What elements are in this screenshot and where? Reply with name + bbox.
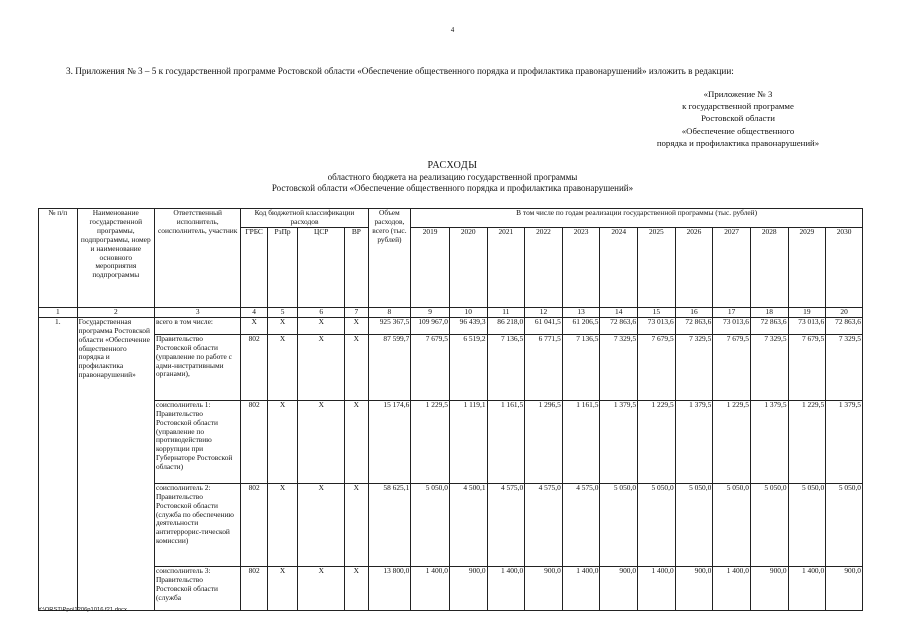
header-year: 2023 <box>562 227 600 307</box>
year-value-cell: 900,0 <box>675 566 713 610</box>
title-subtitle: областного бюджета на реализацию государственной программы <box>327 171 578 182</box>
column-number: 6 <box>298 307 345 317</box>
year-value-cell: 7 679,5 <box>411 334 450 400</box>
header-year: 2025 <box>638 227 676 307</box>
year-value-cell: 1 229,5 <box>411 400 450 483</box>
year-value-cell: 5 050,0 <box>713 483 751 566</box>
appendix-line: «Приложение № 3 <box>703 89 773 99</box>
header-volume: Объем расходов, всего (тыс. рублей) <box>368 209 411 308</box>
year-value-cell: 7 136,5 <box>487 334 525 400</box>
year-value-cell: 72 863,6 <box>750 317 788 334</box>
column-number: 13 <box>562 307 600 317</box>
year-value-cell: 4 575,0 <box>525 483 563 566</box>
year-value-cell: 1 161,5 <box>562 400 600 483</box>
column-number: 4 <box>241 307 267 317</box>
executor-cell: соисполнитель 3: Правительство Ростовской области (служба <box>154 566 240 610</box>
year-value-cell: 7 679,5 <box>788 334 826 400</box>
column-number: 14 <box>600 307 638 317</box>
year-value-cell: 5 050,0 <box>788 483 826 566</box>
column-number: 1 <box>39 307 78 317</box>
header-year: 2020 <box>449 227 487 307</box>
column-number: 12 <box>525 307 563 317</box>
vr-cell: X <box>345 400 368 483</box>
appendix-line: к государственной программе <box>682 101 794 112</box>
year-value-cell: 1 119,1 <box>449 400 487 483</box>
header-csr: ЦСР <box>298 227 345 307</box>
total-cell: 87 599,7 <box>368 334 411 400</box>
year-value-cell: 1 379,5 <box>675 400 713 483</box>
vr-cell: X <box>345 566 368 610</box>
year-value-cell: 1 161,5 <box>487 400 525 483</box>
year-value-cell: 900,0 <box>750 566 788 610</box>
csr-cell: X <box>298 334 345 400</box>
year-value-cell: 86 218,0 <box>487 317 525 334</box>
rzpr-cell: X <box>267 400 298 483</box>
header-name: Наименование государственной программы, подпрограммы, номер и наименование основного мероприятия подпрограммы <box>77 209 154 308</box>
year-value-cell: 96 439,3 <box>449 317 487 334</box>
year-value-cell: 72 863,6 <box>675 317 713 334</box>
table-row <box>39 566 863 610</box>
header-budget-code: Код бюджетной классификации расходов <box>241 209 368 228</box>
year-value-cell: 1 379,5 <box>750 400 788 483</box>
executor-cell: Правительство Ростовской области (управление по работе с адми-нистративными органами), <box>154 334 240 400</box>
year-value-cell: 61 206,5 <box>562 317 600 334</box>
year-value-cell: 5 050,0 <box>638 483 676 566</box>
year-value-cell: 7 329,5 <box>750 334 788 400</box>
column-number: 18 <box>750 307 788 317</box>
header-year: 2028 <box>750 227 788 307</box>
total-cell: 13 800,0 <box>368 566 411 610</box>
year-value-cell: 5 050,0 <box>826 483 863 566</box>
year-value-cell: 7 679,5 <box>638 334 676 400</box>
year-value-cell: 1 400,0 <box>562 566 600 610</box>
executor-cell: соисполнитель 2: Правительство Ростовской области (служба по обеспечению деятельности антитеррорис-тической комиссии) <box>154 483 240 566</box>
table-row <box>39 483 863 566</box>
header-by-years: В том числе по годам реализации государственной программы (тыс. рублей) <box>411 209 863 228</box>
header-grbs: ГРБС <box>241 227 267 307</box>
column-number: 11 <box>487 307 525 317</box>
year-value-cell: 1 400,0 <box>487 566 525 610</box>
table-row <box>39 317 863 334</box>
header-executor: Ответственный исполнитель, соисполнитель, участник <box>154 209 240 308</box>
total-cell: 925 367,5 <box>368 317 411 334</box>
grbs-cell: X <box>241 317 267 334</box>
year-value-cell: 73 013,6 <box>713 317 751 334</box>
column-number: 19 <box>788 307 826 317</box>
year-value-cell: 7 329,5 <box>675 334 713 400</box>
header-vr: ВР <box>345 227 368 307</box>
year-value-cell: 73 013,6 <box>638 317 676 334</box>
year-value-cell: 7 329,5 <box>600 334 638 400</box>
executor-cell: соисполнитель 1: Правительство Ростовской области (управление по противодействию коррупции при Губернаторе Ростовской области) <box>154 400 240 483</box>
appendix-line: «Обеспечение общественного <box>681 125 795 136</box>
column-number: 3 <box>154 307 240 317</box>
program-number: 1. <box>39 317 78 610</box>
year-value-cell: 1 400,0 <box>411 566 450 610</box>
year-value-cell: 5 050,0 <box>675 483 713 566</box>
year-value-cell: 72 863,6 <box>826 317 863 334</box>
intro-text: 3. Приложения № 3 – 5 к государственной программе Ростовской области «Обеспечение общественного порядка и профилактика правонарушений» изложить в редакции: <box>66 66 734 76</box>
column-number: 7 <box>345 307 368 317</box>
year-value-cell: 4 500,1 <box>449 483 487 566</box>
header-year: 2030 <box>826 227 863 307</box>
rzpr-cell: X <box>267 317 298 334</box>
appendix-heading <box>623 88 853 149</box>
total-cell: 15 174,6 <box>368 400 411 483</box>
year-value-cell: 900,0 <box>449 566 487 610</box>
year-value-cell: 6 771,5 <box>525 334 563 400</box>
column-number: 20 <box>826 307 863 317</box>
csr-cell: X <box>298 317 345 334</box>
header-year: 2019 <box>411 227 450 307</box>
total-cell: 58 625,1 <box>368 483 411 566</box>
year-value-cell: 109 967,0 <box>411 317 450 334</box>
year-value-cell: 1 400,0 <box>788 566 826 610</box>
year-value-cell: 1 379,5 <box>826 400 863 483</box>
grbs-cell: 802 <box>241 334 267 400</box>
program-name: Государственная программа Ростовской области «Обеспечение общественного порядка и профилактика правонарушений» <box>77 317 154 610</box>
table-row <box>39 334 863 400</box>
header-year: 2021 <box>487 227 525 307</box>
header-rzpr: РзПр <box>267 227 298 307</box>
title-subtitle: Ростовской области «Обеспечение общественного порядка и профилактика правонарушений» <box>271 183 634 193</box>
year-value-cell: 7 136,5 <box>562 334 600 400</box>
column-number: 2 <box>77 307 154 317</box>
year-value-cell: 5 050,0 <box>411 483 450 566</box>
grbs-cell: 802 <box>241 400 267 483</box>
csr-cell: X <box>298 566 345 610</box>
year-value-cell: 1 400,0 <box>713 566 751 610</box>
year-value-cell: 1 229,5 <box>638 400 676 483</box>
vr-cell: X <box>345 317 368 334</box>
grbs-cell: 802 <box>241 483 267 566</box>
header-year: 2026 <box>675 227 713 307</box>
year-value-cell: 1 379,5 <box>600 400 638 483</box>
year-value-cell: 61 041,5 <box>525 317 563 334</box>
table-row <box>39 400 863 483</box>
rzpr-cell: X <box>267 483 298 566</box>
column-number: 8 <box>368 307 411 317</box>
appendix-line: Ростовской области <box>701 113 775 124</box>
column-number: 15 <box>638 307 676 317</box>
column-number: 5 <box>267 307 298 317</box>
column-number: 16 <box>675 307 713 317</box>
expenses-table <box>38 208 863 611</box>
year-value-cell: 900,0 <box>600 566 638 610</box>
year-value-cell: 5 050,0 <box>750 483 788 566</box>
year-value-cell: 4 575,0 <box>487 483 525 566</box>
column-number-row <box>39 307 863 317</box>
vr-cell: X <box>345 483 368 566</box>
header-year: 2029 <box>788 227 826 307</box>
rzpr-cell: X <box>267 334 298 400</box>
grbs-cell: 802 <box>241 566 267 610</box>
header-num: № п/п <box>39 209 78 308</box>
vr-cell: X <box>345 334 368 400</box>
year-value-cell: 1 400,0 <box>638 566 676 610</box>
year-value-cell: 900,0 <box>525 566 563 610</box>
appendix-line: порядка и профилактика правонарушений» <box>656 137 820 148</box>
csr-cell: X <box>298 483 345 566</box>
csr-cell: X <box>298 400 345 483</box>
year-value-cell: 1 229,5 <box>788 400 826 483</box>
file-path-footer: Y:\ORST\Ppo\1206p1016.f21.docx <box>38 607 127 613</box>
year-value-cell: 900,0 <box>826 566 863 610</box>
title-main: РАСХОДЫ <box>427 160 478 171</box>
rzpr-cell: X <box>267 566 298 610</box>
column-number: 10 <box>449 307 487 317</box>
column-number: 9 <box>411 307 450 317</box>
column-number: 17 <box>713 307 751 317</box>
header-year: 2022 <box>525 227 563 307</box>
year-value-cell: 6 519,2 <box>449 334 487 400</box>
year-value-cell: 1 296,5 <box>525 400 563 483</box>
document-title <box>0 160 905 195</box>
year-value-cell: 7 679,5 <box>713 334 751 400</box>
year-value-cell: 72 863,6 <box>600 317 638 334</box>
page-number: 4 <box>450 26 455 34</box>
year-value-cell: 73 013,6 <box>788 317 826 334</box>
year-value-cell: 1 229,5 <box>713 400 751 483</box>
executor-cell: всего в том числе: <box>154 317 240 334</box>
year-value-cell: 5 050,0 <box>600 483 638 566</box>
year-value-cell: 7 329,5 <box>826 334 863 400</box>
header-year: 2024 <box>600 227 638 307</box>
header-year: 2027 <box>713 227 751 307</box>
year-value-cell: 4 575,0 <box>562 483 600 566</box>
